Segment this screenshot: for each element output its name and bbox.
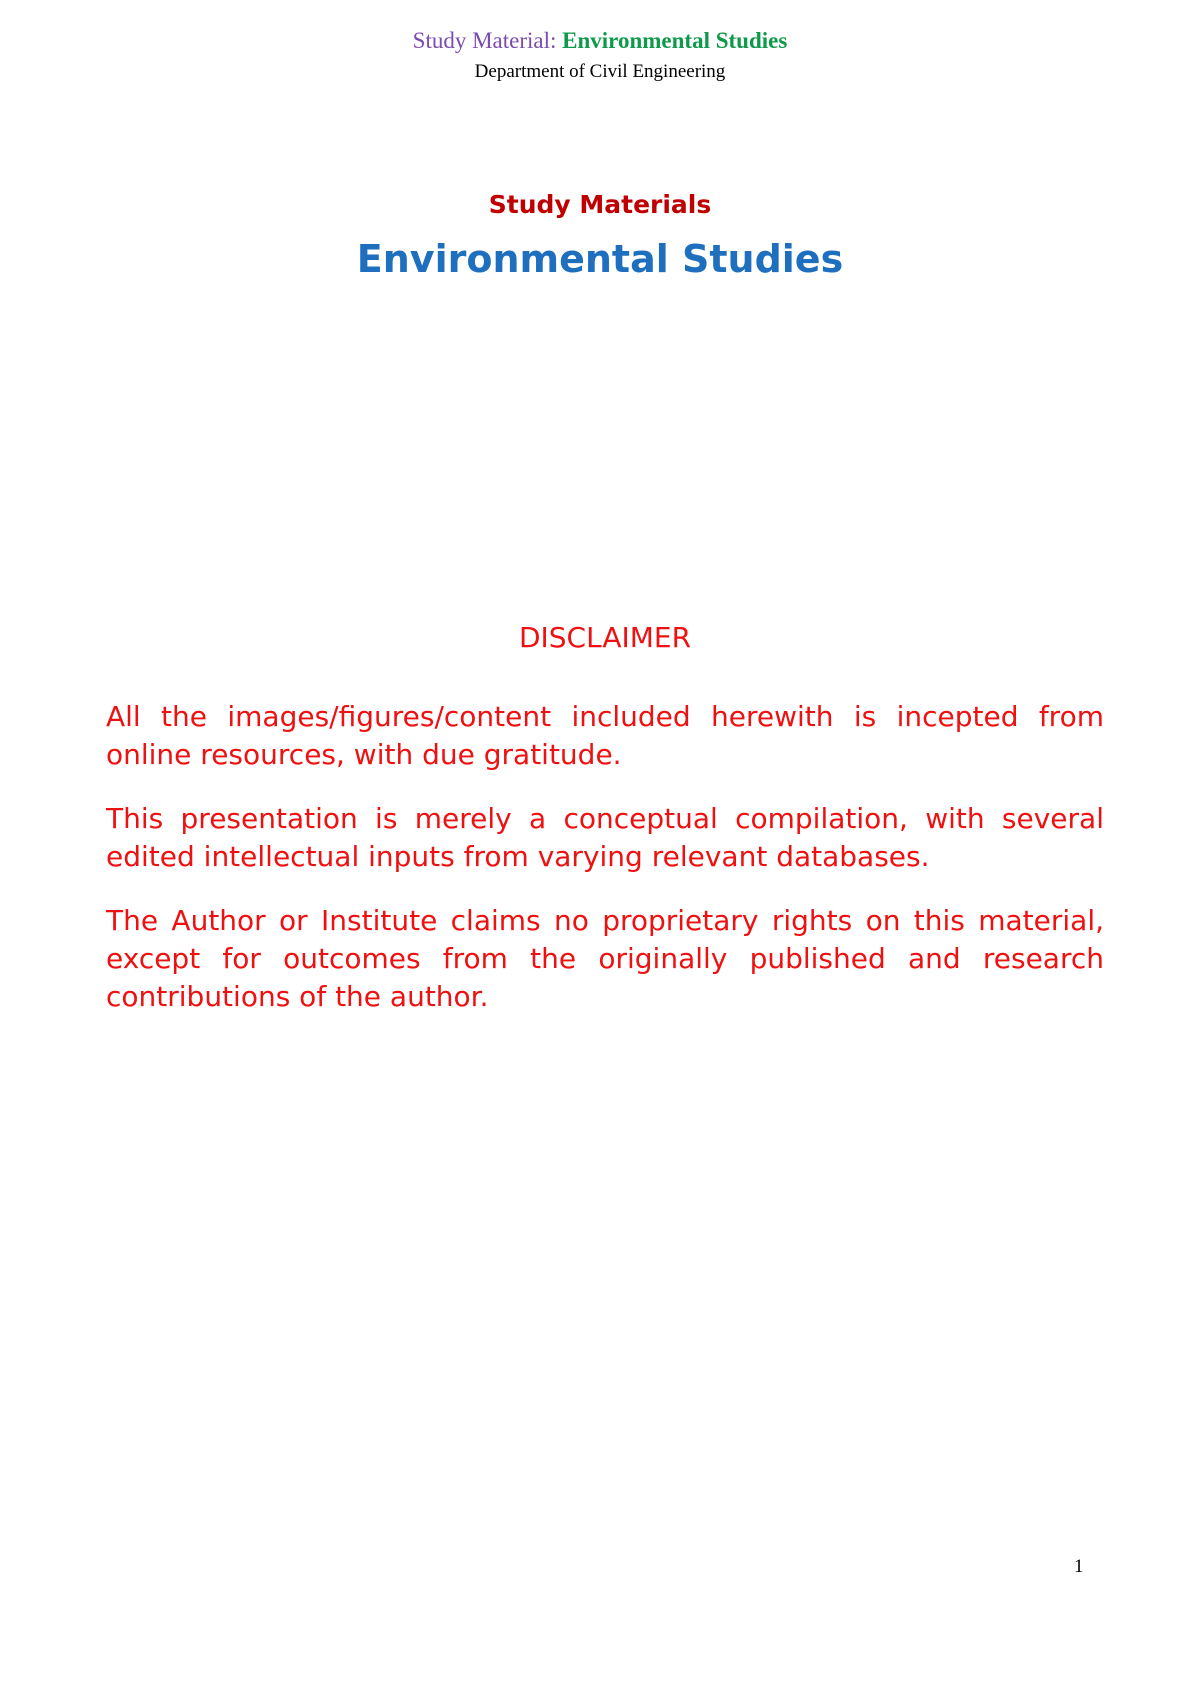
header-prefix: Study Material:: [412, 28, 563, 53]
disclaimer-section: [106, 618, 1104, 1016]
header-department: Department of Civil Engineering: [474, 61, 726, 82]
header-title-line: [0, 26, 1200, 56]
title-block: [0, 188, 1200, 284]
header-subject: Environmental Studies: [562, 28, 788, 53]
document-title: Environmental Studies: [356, 237, 844, 281]
disclaimer-paragraph: All the images/figures/content included herewith is incepted from online resources, with due gratitude.: [106, 700, 1104, 771]
disclaimer-paragraph: The Author or Institute claims no proprietary rights on this material, except for outcomes from the originally published and research contributions of the author.: [106, 904, 1104, 1013]
document-subtitle: Study Materials: [488, 190, 712, 219]
page-number: 1: [1074, 1556, 1084, 1577]
page-header: [0, 26, 1200, 86]
disclaimer-heading: DISCLAIMER: [518, 621, 692, 654]
disclaimer-paragraph: This presentation is merely a conceptual compilation, with several edited intellectual inputs from varying relevant databases.: [106, 802, 1104, 873]
